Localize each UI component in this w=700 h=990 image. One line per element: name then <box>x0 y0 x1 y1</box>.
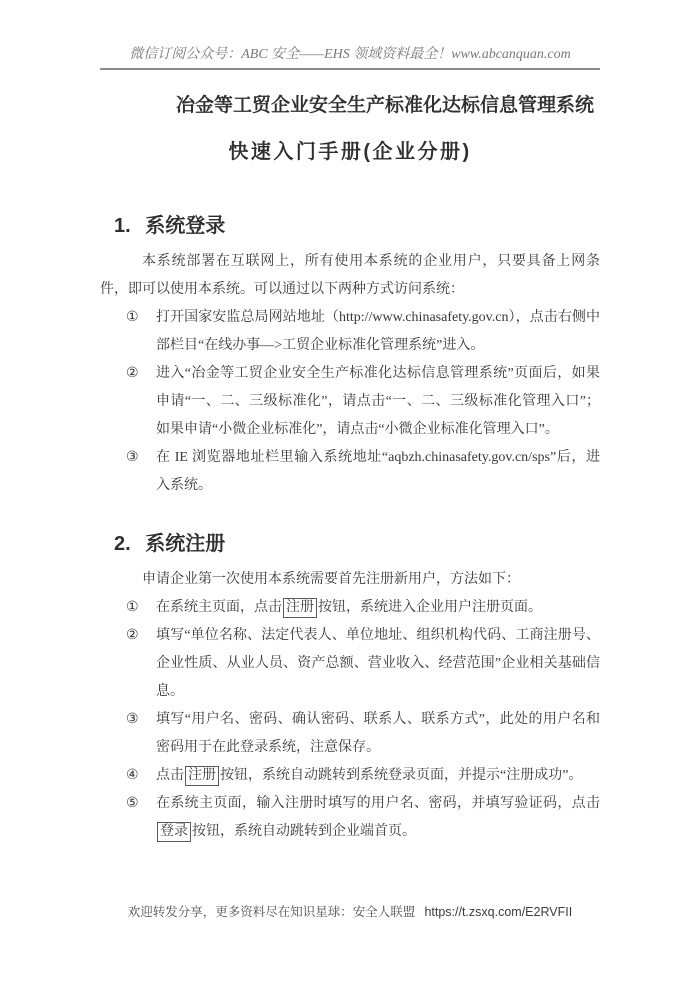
list-item <box>100 304 600 360</box>
item-text <box>156 762 600 790</box>
circled-number-marker: ① <box>126 600 139 615</box>
section-heading-text: 系统注册 <box>145 533 226 555</box>
circled-number-marker: ② <box>126 628 139 643</box>
text-segment: 填写“单位名称、法定代表人、单位地址、组织机构代码、工商注册号、企业性质、从业人员、资产总额、营业收入、经营范围”企业相关基础信息。 <box>156 628 600 699</box>
item-text <box>156 706 600 762</box>
circled-number-marker: ⑤ <box>126 796 139 811</box>
section-heading <box>114 530 600 558</box>
text-segment: 进入“冶金等工贸企业安全生产标准化达标信息管理系统”页面后，如果申请“一、二、三级标准化”，请点击“一、二、三级标准化管理入口”；如果申请“小微企业标准化”，请点击“小微企业标准化管理入口”。 <box>156 366 600 437</box>
section-heading <box>114 212 600 240</box>
list-item <box>100 594 600 622</box>
item-text <box>156 360 600 444</box>
section-intro: 申请企业第一次使用本系统需要首先注册新用户，方法如下： <box>142 572 520 587</box>
document-section <box>100 530 600 846</box>
page-footer <box>0 902 700 920</box>
document-subtitle: 快速入门手册(企业分册) <box>228 141 472 163</box>
text-segment: 按钮，系统进入企业用户注册页面。 <box>318 600 542 615</box>
text-segment: 按钮，系统自动跳转到系统登录页面，并提示“注册成功”。 <box>220 768 583 783</box>
text-segment: 在 IE 浏览器地址栏里输入系统地址“aqbzh.chinasafety.gov.cn/sps”后，进入系统。 <box>156 450 600 493</box>
item-text <box>156 790 600 846</box>
footer-share-text: 欢迎转发分享，更多资料尽在知识星球：安全人联盟 <box>127 905 416 919</box>
header-subscription-text: 微信订阅公众号：ABC 安全——EHS 领域资料最全！www.abcanquan.com <box>129 47 571 62</box>
button-reference-box: 注册 <box>283 598 317 618</box>
section-intro: 本系统部署在互联网上，所有使用本系统的企业用户，只要具备上网条件，即可以使用本系统。可以通过以下两种方式访问系统： <box>100 254 600 297</box>
circled-number-marker: ② <box>126 366 139 381</box>
list-item <box>100 360 600 444</box>
item-text <box>156 444 600 500</box>
button-reference-box: 注册 <box>185 766 219 786</box>
section-number: 1. <box>114 215 131 237</box>
section-item-list <box>100 594 600 846</box>
list-item <box>100 622 600 706</box>
text-segment: 按钮，系统自动跳转到企业端首页。 <box>192 824 416 839</box>
circled-number-marker: ③ <box>126 712 139 727</box>
document-title: 冶金等工贸企业安全生产标准化达标信息管理系统 <box>175 95 594 116</box>
footer-url-text: https://t.zsxq.com/E2RVFII <box>424 905 573 919</box>
list-item <box>100 444 600 500</box>
text-segment: 在系统主页面，输入注册时填写的用户名、密码，并填写验证码，点击 <box>156 796 600 811</box>
document-section <box>100 212 600 500</box>
list-item <box>100 790 600 846</box>
text-segment: 点击 <box>156 768 184 783</box>
button-reference-box: 登录 <box>157 822 191 842</box>
section-item-list <box>100 304 600 500</box>
section-heading-text: 系统登录 <box>145 215 226 237</box>
list-item <box>100 706 600 762</box>
circled-number-marker: ③ <box>126 450 139 465</box>
item-text <box>156 622 600 706</box>
item-text <box>156 304 600 360</box>
text-segment: 在系统主页面，点击 <box>156 600 282 615</box>
text-segment: 打开国家安监总局网站地址（http://www.chinasafety.gov.cn），点击右侧中部栏目“在线办事—>工贸企业标准化管理系统”进入。 <box>156 310 600 353</box>
list-item <box>100 762 600 790</box>
page-header <box>100 45 600 70</box>
item-text <box>156 594 600 622</box>
text-segment: 填写“用户名、密码、确认密码、联系人、联系方式”，此处的用户名和密码用于在此登录系统，注意保存。 <box>156 712 600 755</box>
section-number: 2. <box>114 533 131 555</box>
circled-number-marker: ① <box>126 310 139 325</box>
document-body <box>100 212 600 846</box>
circled-number-marker: ④ <box>126 768 139 783</box>
